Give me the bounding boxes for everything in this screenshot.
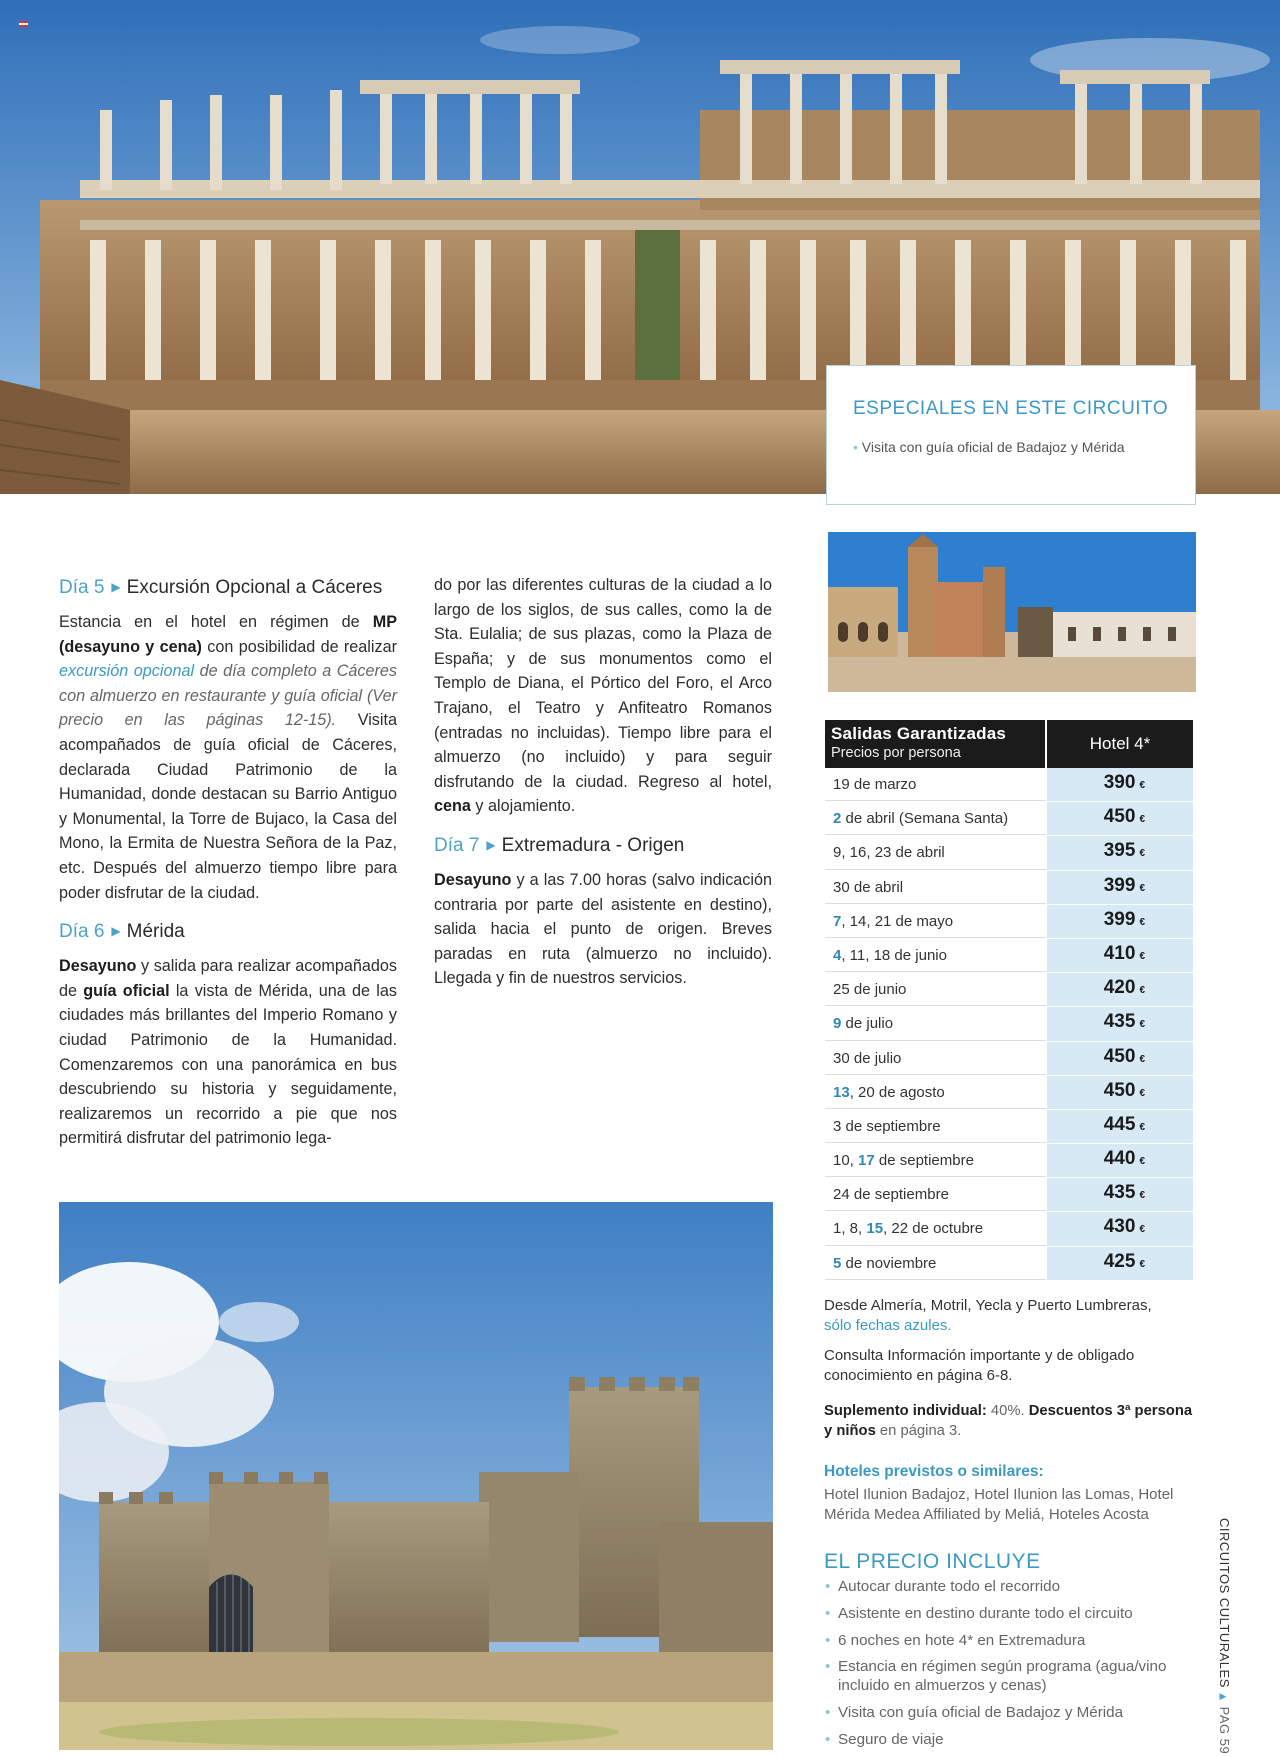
plaza-photo-trujillo bbox=[828, 532, 1196, 692]
day7-title: Extremadura - Origen bbox=[501, 834, 685, 856]
price-value: 450 € bbox=[1047, 1076, 1193, 1109]
includes-item: • Estancia en régimen según programa (agua/vino incluido en almuerzos y cenas) bbox=[824, 1658, 1196, 1696]
price-row bbox=[825, 973, 1193, 1007]
price-value: 399 € bbox=[1047, 871, 1193, 904]
price-value: 435 € bbox=[1047, 1178, 1193, 1211]
price-value: 445 € bbox=[1047, 1110, 1193, 1143]
departure-date: 2 de abril (Semana Santa) bbox=[825, 802, 1047, 835]
departure-date: 4, 11, 18 de junio bbox=[825, 939, 1047, 972]
section-name: CIRCUITOS CULTURALES bbox=[1217, 1518, 1232, 1688]
price-row bbox=[825, 939, 1193, 973]
day5-title: Excursión Opcional a Cáceres bbox=[126, 577, 383, 598]
day6-text: Desayuno y salida para realizar acompañados de guía oficial la vista de Mérida, una de las ciudades más brillantes del Imperio Romano y ciudad Patrimonio de la Humanidad. Comenzaremos con una panorámica en bus descubriendo su historia y seguidamente, realizaremos un recorrido a pie que nos permitirá disfrutar del patrimonio lega- bbox=[59, 957, 397, 1148]
hotels-list: Hotel Ilunion Badajoz, Hotel Ilunion las Lomas, Hotel Mérida Medea Affiliated by Meliá, Hoteles Acosta bbox=[824, 1486, 1174, 1523]
departure-date: 1, 8, 15, 22 de octubre bbox=[825, 1212, 1047, 1245]
departure-date: 25 de junio bbox=[825, 973, 1047, 1006]
includes-list bbox=[824, 1578, 1196, 1750]
price-row bbox=[825, 1076, 1193, 1110]
price-value: 450 € bbox=[1047, 1042, 1193, 1075]
price-row bbox=[825, 768, 1193, 802]
price-value: 450 € bbox=[1047, 802, 1193, 835]
price-value: 435 € bbox=[1047, 1007, 1193, 1040]
flag-icon bbox=[19, 21, 28, 27]
includes-item: • Autocar durante todo el recorrido bbox=[824, 1578, 1196, 1597]
price-row bbox=[825, 836, 1193, 870]
price-value: 420 € bbox=[1047, 973, 1193, 1006]
day5-number: Día 5 bbox=[59, 577, 105, 598]
origin-note: Desde Almería, Motril, Yecla y Puerto Lumbreras, sólo fechas azules. bbox=[824, 1296, 1196, 1336]
departure-date: 5 de noviembre bbox=[825, 1247, 1047, 1280]
arrow-right-icon: ▶ bbox=[1219, 1692, 1229, 1703]
hotel-column-header: Hotel 4* bbox=[1089, 734, 1151, 753]
arrow-right-icon: ▶ bbox=[111, 580, 121, 594]
price-value: 390 € bbox=[1047, 768, 1193, 801]
day6-number: Día 6 bbox=[59, 921, 105, 943]
arrow-right-icon: ▶ bbox=[111, 924, 121, 939]
hotels-title: Hoteles previstos o similares: bbox=[824, 1463, 1044, 1480]
hotels-section bbox=[824, 1462, 1196, 1525]
departure-date: 30 de abril bbox=[825, 871, 1047, 904]
departure-date: 9 de julio bbox=[825, 1007, 1047, 1040]
price-value: 410 € bbox=[1047, 939, 1193, 972]
price-value: 440 € bbox=[1047, 1144, 1193, 1177]
price-row bbox=[825, 1178, 1193, 1212]
price-row bbox=[825, 871, 1193, 905]
optional-excursion-link[interactable]: excursión opcional bbox=[59, 662, 195, 681]
departure-date: 13, 20 de agosto bbox=[825, 1076, 1047, 1109]
includes-item: • Visita con guía oficial de Badajoz y Mérida bbox=[824, 1704, 1196, 1723]
consulta-note: Consulta Información importante y de obligado conocimiento en página 6-8. bbox=[824, 1347, 1135, 1384]
includes-title: EL PRECIO INCLUYE bbox=[824, 1550, 1041, 1573]
price-row bbox=[825, 1212, 1193, 1246]
itinerary-column-2 bbox=[434, 573, 772, 991]
table-title: Salidas Garantizadas bbox=[831, 724, 1007, 743]
price-value: 395 € bbox=[1047, 836, 1193, 869]
specials-title: ESPECIALES EN ESTE CIRCUITO bbox=[853, 398, 1169, 419]
price-row bbox=[825, 1144, 1193, 1178]
day6-title: Mérida bbox=[126, 921, 185, 943]
price-value: 399 € bbox=[1047, 905, 1193, 938]
price-row bbox=[825, 1042, 1193, 1076]
castle-photo bbox=[59, 1202, 773, 1750]
day7-heading bbox=[434, 833, 772, 860]
departure-date: 30 de julio bbox=[825, 1042, 1047, 1075]
departure-date: 19 de marzo bbox=[825, 768, 1047, 801]
arrow-right-icon: ▶ bbox=[486, 837, 496, 852]
price-row bbox=[825, 905, 1193, 939]
price-row bbox=[825, 802, 1193, 836]
price-table bbox=[825, 720, 1193, 1281]
day5-text: Estancia en el hotel en régimen de MP (desayuno y cena) con posibilidad de realizar excursión opcional de día completo a Cáceres con almuerzo en restaurante y guía oficial (Ver precio en las páginas 12-15). Visita acompañados de guía oficial de Cáceres, declarada Ciudad Patrimonio de la Humanidad, donde destacan su Barrio Antiguo y Monumental, la Torre de Bujaco, la Casa del Mono, la Ermita de Nuestra Señora de la Paz, etc. Después del almuerzo tiempo libre para poder disfrutar de la ciudad. bbox=[59, 613, 397, 902]
price-row bbox=[825, 1007, 1193, 1041]
day6-text-continued: do por las diferentes culturas de la ciudad a lo largo de los siglos, de sus calles, como la de Sta. Eulalia; de sus plazas, como la Plaza de España; y de sus monumentos como el Templo de Diana, el Pórtico del Foro, el Arco Trajano, el Teatro y Anfiteatro Romanos (entradas no incluidas). Tiempo libre para el almuerzo (no incluido) y para seguir disfrutando de la ciudad. Regreso al hotel, cena y alojamiento. bbox=[434, 576, 772, 816]
price-table-header bbox=[825, 720, 1193, 768]
departure-date: 7, 14, 21 de mayo bbox=[825, 905, 1047, 938]
page-number: PAG 59 bbox=[1217, 1706, 1232, 1755]
table-subtitle: Precios por persona bbox=[831, 745, 961, 761]
price-row bbox=[825, 1247, 1193, 1281]
departure-date: 24 de septiembre bbox=[825, 1178, 1047, 1211]
includes-item: • Seguro de viaje bbox=[824, 1731, 1196, 1750]
day7-text: Desayuno y a las 7.00 horas (salvo indicación contraria por parte del asistente en destino), salida hacia el punto de origen. Breves paradas en ruta (almuerzo no incluido). Llegada y fin de nuestros servicios. bbox=[434, 870, 772, 988]
itinerary-column-1 bbox=[59, 575, 397, 1151]
page-footer-vertical bbox=[1216, 1518, 1232, 1755]
price-value: 430 € bbox=[1047, 1212, 1193, 1245]
day6-heading bbox=[59, 919, 397, 946]
supplement-note: Suplemento individual: 40%. Descuentos 3ª persona y niños en página 3. bbox=[824, 1403, 1193, 1439]
price-value: 425 € bbox=[1047, 1247, 1193, 1280]
departure-date: 10, 17 de septiembre bbox=[825, 1144, 1047, 1177]
plaza-illustration bbox=[828, 532, 1196, 692]
specials-item: • Visita con guía oficial de Badajoz y Mérida bbox=[853, 439, 1169, 455]
day5-heading bbox=[59, 575, 397, 602]
includes-item: • 6 noches en hote 4* en Extremadura bbox=[824, 1632, 1196, 1651]
castle-illustration bbox=[59, 1202, 773, 1750]
price-row bbox=[825, 1110, 1193, 1144]
departure-date: 3 de septiembre bbox=[825, 1110, 1047, 1143]
includes-section bbox=[824, 1552, 1196, 1757]
day7-number: Día 7 bbox=[434, 834, 480, 856]
includes-item: • Asistente en destino durante todo el circuito bbox=[824, 1605, 1196, 1624]
specials-box bbox=[826, 365, 1196, 505]
departure-date: 9, 16, 23 de abril bbox=[825, 836, 1047, 869]
blue-dates-note: sólo fechas azules. bbox=[824, 1317, 952, 1334]
